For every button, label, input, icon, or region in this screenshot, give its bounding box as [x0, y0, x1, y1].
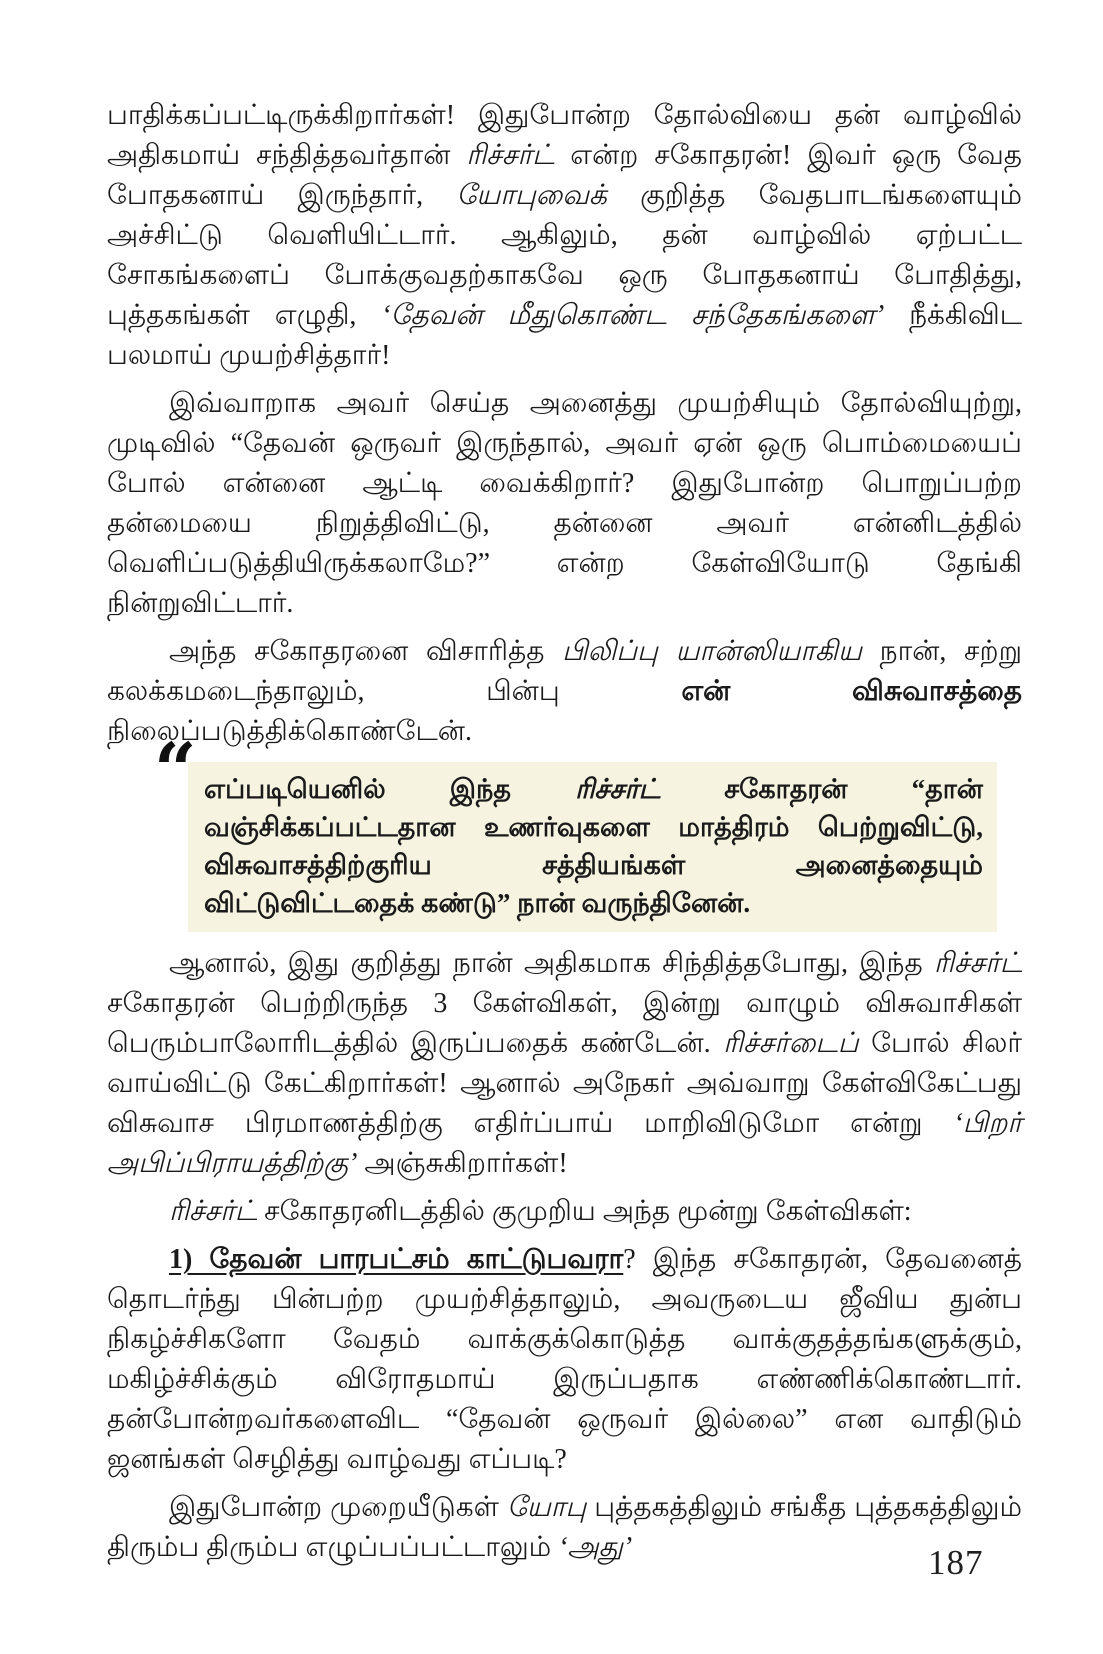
text-run: ரிச்சர்ட் — [575, 774, 661, 804]
paragraph-5 — [107, 1192, 1022, 1232]
text-run: அஞ்சுகிறார்கள்! — [357, 1148, 568, 1179]
text-run: எப்படியெனில் இந்த — [204, 774, 576, 804]
page-number: 187 — [928, 1543, 984, 1582]
open-quote-icon: “ — [154, 728, 197, 814]
text-run: யோபுவைக் — [456, 180, 607, 211]
text-run: ? இந்த சகோதரன், தேவனைத் தொடர்ந்து பின்பற்ற முயற்சித்தாலும், அவருடைய ஜீவிய துன்ப நிகழ்ச்சிகளோ வேதம் வாக்குக்கொடுத்த வாக்குதத்தங்களுக்கும், மகிழ்ச்சிக்கும் விரோதமாய் இருப்பதாக எண்ணிக்கொண்டார். தன்போன்றவர்களைவிட “தேவன் ஒருவர் இல்லை” என வாதிடும் ஜனங்கள் செழித்து வாழ்வது எப்படி? — [107, 1244, 1022, 1475]
text-run: சகோதரன் “தான் வஞ்சிக்கப்பட்டதான உணர்வுகளை மாத்திரம் பெற்றுவிட்டு, விசுவாசத்திற்குரிய சத்தியங்கள் அனைத்தையும் விட்டுவிட்டதைக் கண்டு” நான் வருந்தினேன். — [204, 774, 983, 918]
paragraph-3 — [107, 632, 1022, 752]
text-run: இவ்வாறாக அவர் செய்த அனைத்து முயற்சியும் தோல்வியுற்று, முடிவில் “தேவன் ஒருவர் இருந்தால், அவர் ஏன் ஒரு பொம்மையைப் போல் என்னை ஆட்டி வைக்கிறார்? இதுபோன்ற பொறுப்பற்ற தன்மையை நிறுத்திவிட்டு, தன்னை அவர் என்னிடத்தில் வெளிப்படுத்தியிருக்கலாமே?” என்ற கேள்வியோடு தேங்கி நின்றுவிட்டார். — [107, 388, 1022, 619]
text-run: ‘தேவன் மீதுகொண்ட சந்தேகங்களை’ — [381, 300, 885, 331]
text-column — [107, 96, 1022, 1576]
text-run: ‘அது’ — [558, 1532, 633, 1563]
paragraph-6 — [107, 1240, 1022, 1480]
paragraph-4 — [107, 944, 1022, 1184]
text-run: ஆனால், இது குறித்து நான் அதிகமாக சிந்தித்தபோது, இந்த — [169, 948, 934, 979]
text-run: புத்தகத்திலும் சங்கீத புத்தகத்திலும் திரும்ப திரும்ப எழுப்பப்பட்டாலும் — [107, 1492, 1022, 1563]
paragraph-2 — [107, 384, 1022, 624]
text-run: பாதிக்கப்பட்டிருக்கிறார்கள்! இதுபோன்ற தோல்வியை தன் வாழ்வில் அதிகமாய் சந்தித்தவர்தான் — [107, 100, 1022, 171]
text-run: அந்த சகோதரனை விசாரித்த — [169, 636, 563, 667]
text-run: ரிச்சர்ட் — [169, 1196, 258, 1227]
text-run: நான், சற்று கலக்கமடைந்தாலும், பின்பு — [107, 636, 1023, 707]
text-run: ‘பிறர் அபிப்பிராயத்திற்கு’ — [107, 1108, 1022, 1179]
text-run: பிலிப்பு யான்ஸியாகிய — [562, 636, 862, 667]
pullquote-text — [188, 762, 997, 932]
paragraph-7 — [107, 1488, 1022, 1568]
text-run: ரிச்சர்டைப் — [723, 1028, 859, 1059]
text-run: குறித்த வேதபாடங்களையும் அச்சிட்டு வெளியிட்டார். ஆகிலும், தன் வாழ்வில் ஏற்பட்ட சோகங்களைப் போக்குவதற்காகவே ஒரு போதகனாய் போதித்து, புத்தகங்கள் எழுதி, — [107, 180, 1022, 331]
text-run: நிலைப்படுத்திக்கொண்டேன். — [107, 716, 472, 747]
text-run: 1) தேவன் பாரபட்சம் காட்டுபவரா — [169, 1244, 624, 1275]
text-run: ரிச்சர்ட் — [933, 948, 1022, 979]
text-run: நீக்கிவிட பலமாய் முயற்சித்தார்! — [107, 300, 1022, 371]
text-run: யோபு — [506, 1492, 587, 1523]
text-run: ரிச்சர்ட் — [466, 140, 555, 171]
text-run: என் விசுவாசத்தை — [681, 676, 1022, 707]
text-run: என்ற சகோதரன்! இவர் ஒரு வேத போதகனாய் இருந்தார், — [107, 140, 1023, 211]
text-run: சகோதரன் பெற்றிருந்த 3 கேள்விகள், இன்று வாழும் விசுவாசிகள் பெரும்பாலோரிடத்தில் இருப்பதைக் கண்டேன். — [107, 988, 1022, 1059]
paragraph-1 — [107, 96, 1022, 376]
text-run: இதுபோன்ற முறையீடுகள் — [169, 1492, 507, 1523]
text-run: போல் சிலர் வாய்விட்டு கேட்கிறார்கள்! ஆனால் அநேகர் அவ்வாறு கேள்விகேட்பது விசுவாச பிரமாணத்திற்கு எதிர்ப்பாய் மாறிவிடுமோ என்று — [107, 1028, 1022, 1139]
text-run: சகோதரனிடத்தில் குமுறிய அந்த மூன்று கேள்விகள்: — [257, 1196, 912, 1227]
